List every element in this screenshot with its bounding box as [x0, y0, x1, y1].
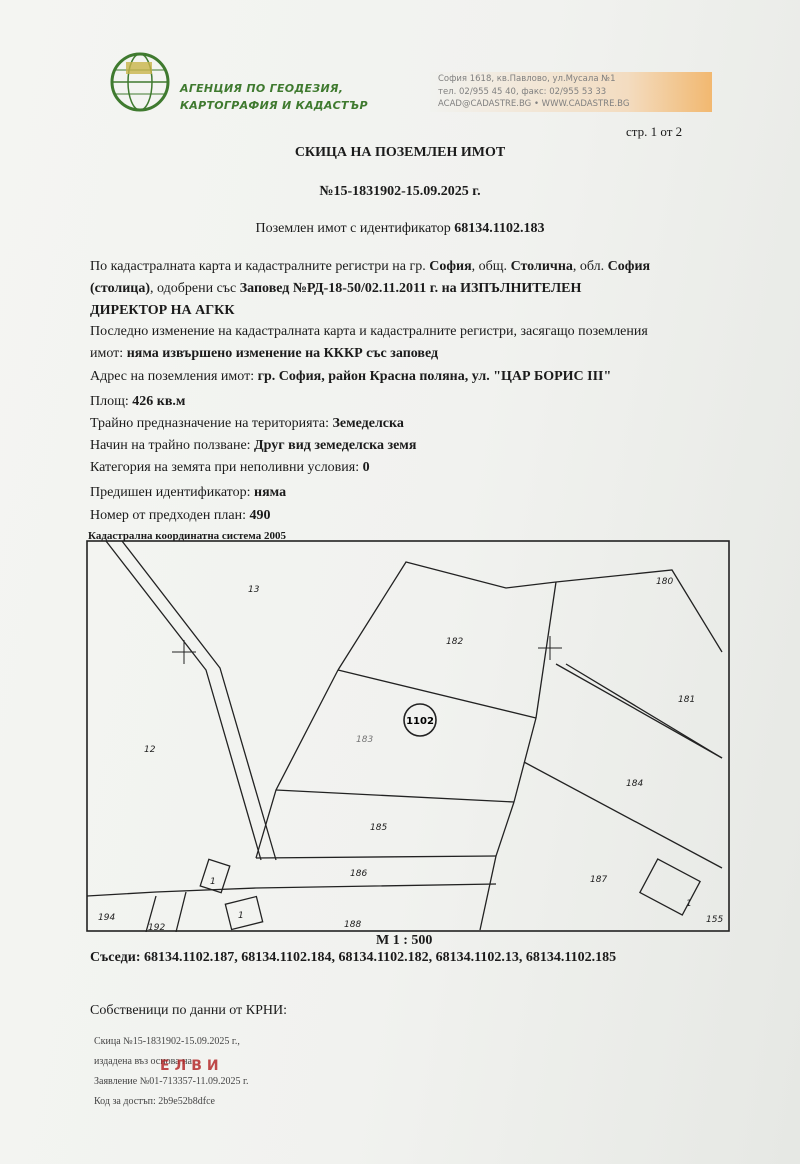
identifier-label: Поземлен имот с идентификатор: [255, 221, 451, 236]
parcel-label: 181: [678, 695, 696, 705]
change-label-end: имот:: [90, 346, 124, 361]
parcel-label: 183: [356, 735, 374, 745]
prev-plan-label: Номер от предходен план:: [90, 508, 246, 523]
address-label: Адрес на поземления имот:: [90, 369, 255, 384]
category-value: 0: [362, 460, 370, 475]
contact-info: [438, 73, 629, 111]
area-label: Площ:: [90, 394, 129, 409]
use-label: Начин на трайно ползване:: [90, 438, 251, 453]
boundary: [556, 664, 722, 758]
municipality: Столична: [510, 259, 573, 274]
parcel-label: 194: [98, 913, 116, 923]
cadastre-line-1: [90, 259, 650, 275]
parcel-label: 180: [656, 577, 674, 587]
prev-id-label: Предишен идентификатор:: [90, 485, 251, 500]
parcel-label: 182: [446, 637, 464, 647]
category-label: Категория на земята при неполивни условия:: [90, 460, 360, 475]
purpose-label: Трайно предназначение на територията:: [90, 416, 329, 431]
footer-sketch: Скица №15-1831902-15.09.2025 г.,: [94, 1036, 240, 1047]
cadastre-line-2: [90, 281, 581, 297]
boundary: [514, 718, 536, 802]
footer-application: Заявление №01-713357-11.09.2025 г.: [94, 1076, 249, 1087]
building: [200, 859, 230, 892]
parcel-label: 1: [686, 899, 692, 909]
change-value: няма извършено изменение на КККР със заповед: [126, 346, 439, 361]
boundary: [338, 562, 556, 670]
purpose-value: Земеделска: [332, 416, 404, 431]
block-label: 1102: [406, 716, 434, 727]
parcel-label: 184: [626, 779, 644, 789]
agency-name: [180, 80, 368, 114]
document-title: СКИЦА НА ПОЗЕМЛЕН ИМОТ: [294, 145, 506, 160]
change-label: Последно изменение на кадастралната карта и кадастралните регистри, засягащо поземления: [90, 324, 648, 339]
neighbors-line: [90, 950, 616, 966]
cadastre-prefix: По кадастралната карта и кадастралните регистри на гр.: [90, 259, 426, 274]
area-line: [90, 394, 185, 410]
watermark-stamp: ЕЛВИ: [160, 1058, 224, 1074]
owners-label: Собственици по данни от КРНИ:: [90, 1003, 287, 1018]
region: София: [607, 259, 651, 274]
use-line: [90, 438, 416, 454]
building: [225, 897, 262, 930]
map-caption: Кадастрална координатна система 2005: [88, 530, 286, 542]
boundary: [536, 582, 556, 718]
parcel-label: 12: [144, 745, 156, 755]
neighbors-label: Съседи:: [90, 950, 141, 965]
parcel-label: 188: [344, 920, 362, 930]
city: София: [429, 259, 472, 274]
grid-cross: [172, 636, 562, 664]
parcel-label: 1: [238, 911, 244, 921]
purpose-line: [90, 416, 404, 432]
footer-issued: издадена въз основа на: [94, 1056, 192, 1067]
cadastral-map: [86, 540, 730, 932]
prev-plan-value: 490: [249, 508, 271, 523]
region-qualifier: (столица): [90, 281, 151, 296]
area-value: 426 кв.м: [132, 394, 186, 409]
region-label: , обл.: [572, 259, 605, 274]
boundary: [176, 892, 186, 932]
boundary: [87, 884, 496, 896]
parcel-label: 187: [590, 875, 608, 885]
prev-id-value: няма: [254, 485, 287, 500]
contact-web: ACAD@CADASTRE.BG • WWW.CADASTRE.BG: [438, 99, 630, 109]
identifier-value: 68134.1102.183: [454, 221, 545, 236]
boundary: [106, 541, 261, 860]
map-frame: [87, 541, 729, 931]
neighbors-value: 68134.1102.187, 68134.1102.184, 68134.1102.182, 68134.1102.13, 68134.1102.185: [144, 950, 617, 965]
agency-logo-icon: [108, 50, 172, 114]
parcel-label: 155: [706, 915, 724, 925]
municipality-label: , общ.: [471, 259, 508, 274]
prev-id-line: [90, 485, 286, 501]
page-number: стр. 1 от 2: [626, 124, 683, 139]
parcel-label: 13: [248, 585, 260, 595]
parcel-label: 192: [148, 923, 166, 932]
agency-name-line2: КАРТОГРАФИЯ И КАДАСТЪР: [180, 99, 368, 112]
boundary: [524, 762, 722, 868]
address-line: [90, 369, 611, 385]
boundary: [556, 570, 722, 652]
category-line: [90, 460, 370, 476]
boundary: [566, 664, 722, 758]
change-line: [90, 346, 438, 362]
contact-address: София 1618, кв.Павлово, ул.Мусала №1: [438, 74, 616, 84]
agency-name-line1: АГЕНЦИЯ ПО ГЕОДЕЗИЯ,: [180, 82, 344, 95]
address-value: гр. София, район Красна поляна, ул. "ЦАР БОРИС III": [257, 369, 612, 384]
boundary: [338, 670, 536, 718]
footer-access-code: Код за достъп: 2b9e52b8dfce: [94, 1096, 215, 1107]
map-scale: М 1 : 500: [376, 933, 433, 948]
identifier-line: [0, 221, 800, 237]
approved-label: , одобрени със: [150, 281, 237, 296]
prev-plan-line: [90, 508, 270, 524]
cadastre-line-3: [90, 303, 234, 319]
boundary: [256, 670, 338, 858]
use-value: Друг вид земеделска земя: [254, 438, 417, 453]
approval-authority: ДИРЕКТОР НА АГКК: [90, 303, 235, 318]
contact-phone: тел. 02/955 45 40, факс: 02/955 53 33: [438, 86, 607, 97]
boundary: [480, 802, 514, 930]
boundary: [276, 790, 514, 802]
parcel-label: 186: [350, 869, 368, 879]
parcel-label: 1: [210, 877, 216, 887]
approval-order: Заповед №РД-18-50/02.11.2011 г. на ИЗПЪЛНИТЕЛЕН: [239, 281, 582, 296]
parcel-label: 185: [370, 823, 388, 833]
boundary: [256, 856, 496, 858]
document-number: №15-1831902-15.09.2025 г.: [319, 184, 481, 199]
